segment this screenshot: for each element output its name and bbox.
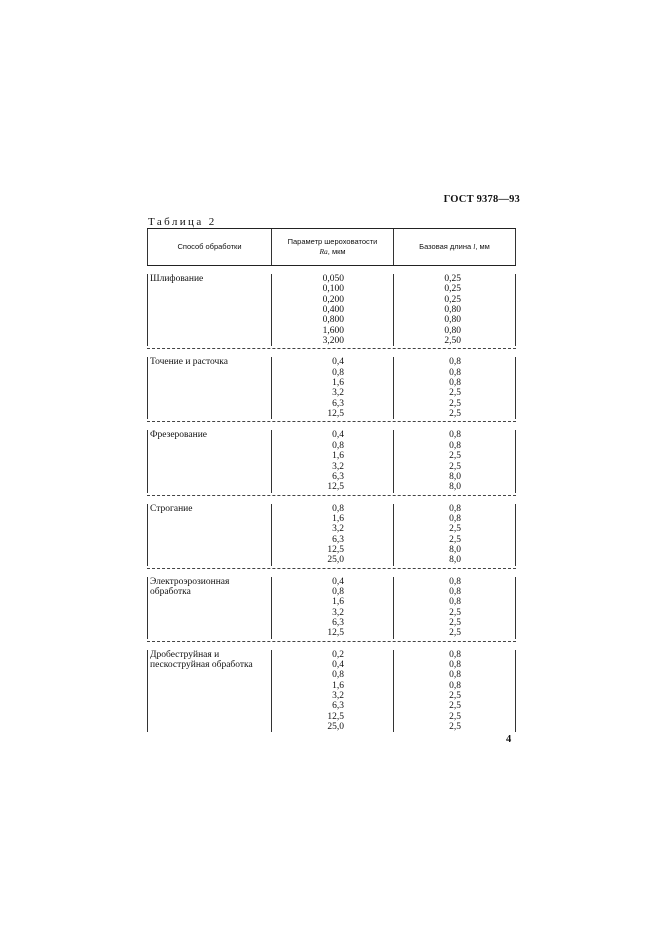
table-group-row	[147, 349, 516, 422]
header-base-prefix: Базовая длина	[419, 242, 474, 251]
base-length-value: 0,8	[449, 440, 461, 451]
roughness-values	[272, 274, 393, 346]
roughness-value: 3,2	[332, 388, 344, 399]
roughness-value: 25,0	[327, 555, 344, 566]
roughness-value: 0,8	[332, 503, 344, 514]
roughness-cell	[271, 430, 393, 492]
roughness-value: 1,6	[332, 378, 344, 389]
header-base-length	[393, 229, 516, 265]
method-cell: Фрезерование	[147, 430, 271, 492]
roughness-value: 12,5	[327, 482, 344, 493]
base-length-value: 2,5	[449, 691, 461, 702]
base-length-value: 0,8	[449, 680, 461, 691]
base-length-value: 2,5	[449, 722, 461, 733]
method-cell: Строгание	[147, 504, 271, 566]
roughness-value: 1,6	[332, 597, 344, 608]
roughness-value: 0,200	[322, 294, 344, 305]
table-body	[147, 266, 516, 734]
base-length-cell	[393, 430, 516, 492]
roughness-value: 3,2	[332, 691, 344, 702]
base-length-value: 2,50	[444, 336, 461, 347]
header-base-unit: , мм	[475, 242, 490, 251]
method-cell: Дробеструйная и пескоструйная обработка	[147, 650, 271, 733]
header-base-length-label	[419, 242, 490, 252]
base-length-value: 2,5	[449, 607, 461, 618]
base-length-value: 0,8	[449, 378, 461, 389]
roughness-value: 0,8	[332, 440, 344, 451]
header-roughness	[271, 229, 393, 265]
roughness-value: 12,5	[327, 409, 344, 420]
roughness-values	[272, 357, 393, 419]
base-length-value: 2,5	[449, 451, 461, 462]
roughness-cell	[271, 504, 393, 566]
base-length-value: 8,0	[449, 544, 461, 555]
table-caption: Таблица 2	[148, 216, 217, 228]
roughness-value: 6,3	[332, 617, 344, 628]
base-length-values	[394, 504, 515, 566]
roughness-value: 0,100	[322, 284, 344, 295]
base-length-value: 2,5	[449, 388, 461, 399]
roughness-value: 12,5	[327, 628, 344, 639]
base-length-value: 2,5	[449, 617, 461, 628]
base-length-value: 0,8	[449, 513, 461, 524]
roughness-value: 6,3	[332, 534, 344, 545]
base-length-values	[394, 274, 515, 346]
header-method	[147, 229, 271, 265]
table-group-row	[147, 266, 516, 349]
base-length-value: 0,25	[444, 294, 461, 305]
table-group-row	[147, 569, 516, 642]
base-length-value: 2,5	[449, 628, 461, 639]
method-cell: Точение и расточка	[147, 357, 271, 419]
base-length-value: 0,80	[444, 315, 461, 326]
base-length-value: 0,8	[449, 670, 461, 681]
header-roughness-unit: , мкм	[327, 247, 346, 256]
base-length-values	[394, 650, 515, 733]
roughness-value: 0,4	[332, 576, 344, 587]
base-length-values	[394, 357, 515, 419]
base-length-cell	[393, 274, 516, 346]
header-method-label: Способ обработки	[177, 242, 242, 251]
roughness-value: 12,5	[327, 711, 344, 722]
roughness-value: 0,400	[322, 305, 344, 316]
base-length-values	[394, 577, 515, 639]
method-cell: Шлифование	[147, 274, 271, 346]
roughness-cell	[271, 650, 393, 733]
roughness-value: 1,6	[332, 680, 344, 691]
base-length-cell	[393, 650, 516, 733]
roughness-values	[272, 650, 393, 733]
roughness-table	[147, 228, 516, 734]
base-length-value: 0,8	[449, 357, 461, 368]
table-group-row	[147, 496, 516, 569]
base-length-value: 2,5	[449, 701, 461, 712]
table-group-row	[147, 642, 516, 735]
method-cell: Электроэрозионная обработка	[147, 577, 271, 639]
roughness-value: 3,200	[322, 336, 344, 347]
base-length-value: 0,8	[449, 660, 461, 670]
base-length-value: 2,5	[449, 409, 461, 420]
header-base-symbol: l	[473, 242, 476, 251]
roughness-value: 0,8	[332, 367, 344, 378]
roughness-value: 0,4	[332, 660, 344, 670]
base-length-value: 8,0	[449, 555, 461, 566]
roughness-value: 6,3	[332, 398, 344, 409]
base-length-value: 0,8	[449, 597, 461, 608]
roughness-value: 0,4	[332, 357, 344, 368]
roughness-value: 6,3	[332, 471, 344, 482]
roughness-value: 0,8	[332, 670, 344, 681]
base-length-value: 2,5	[449, 461, 461, 472]
roughness-value: 0,2	[332, 649, 344, 660]
table-group-row	[147, 422, 516, 495]
roughness-value: 6,3	[332, 701, 344, 712]
roughness-value: 0,050	[322, 274, 344, 284]
roughness-value: 0,8	[332, 586, 344, 597]
roughness-value: 25,0	[327, 722, 344, 733]
base-length-value: 0,8	[449, 430, 461, 441]
roughness-cell	[271, 577, 393, 639]
base-length-value: 0,80	[444, 325, 461, 336]
roughness-value: 12,5	[327, 544, 344, 555]
base-length-value: 0,25	[444, 274, 461, 284]
roughness-cell	[271, 357, 393, 419]
header-roughness-symbol: Ra	[319, 247, 328, 256]
base-length-value: 0,8	[449, 576, 461, 587]
base-length-cell	[393, 357, 516, 419]
base-length-value: 0,8	[449, 649, 461, 660]
header-roughness-label	[288, 237, 378, 257]
base-length-value: 0,8	[449, 586, 461, 597]
roughness-values	[272, 504, 393, 566]
base-length-value: 8,0	[449, 482, 461, 493]
roughness-value: 1,600	[322, 325, 344, 336]
roughness-value: 0,4	[332, 430, 344, 441]
base-length-value: 0,8	[449, 367, 461, 378]
roughness-values	[272, 430, 393, 492]
roughness-value: 1,6	[332, 451, 344, 462]
base-length-value: 2,5	[449, 534, 461, 545]
page-number: 4	[506, 734, 512, 745]
base-length-value: 2,5	[449, 524, 461, 535]
base-length-value: 2,5	[449, 398, 461, 409]
base-length-cell	[393, 504, 516, 566]
roughness-values	[272, 577, 393, 639]
base-length-values	[394, 430, 515, 492]
roughness-value: 0,800	[322, 315, 344, 326]
roughness-value: 3,2	[332, 461, 344, 472]
base-length-value: 2,5	[449, 711, 461, 722]
table-header-row	[147, 229, 516, 266]
document-code: ГОСТ 9378—93	[443, 194, 520, 205]
base-length-value: 0,25	[444, 284, 461, 295]
roughness-cell	[271, 274, 393, 346]
base-length-cell	[393, 577, 516, 639]
header-roughness-line1: Параметр шероховатости	[287, 237, 378, 246]
roughness-value: 3,2	[332, 607, 344, 618]
roughness-value: 3,2	[332, 524, 344, 535]
base-length-value: 8,0	[449, 471, 461, 482]
base-length-value: 0,80	[444, 305, 461, 316]
base-length-value: 0,8	[449, 503, 461, 514]
roughness-value: 1,6	[332, 513, 344, 524]
